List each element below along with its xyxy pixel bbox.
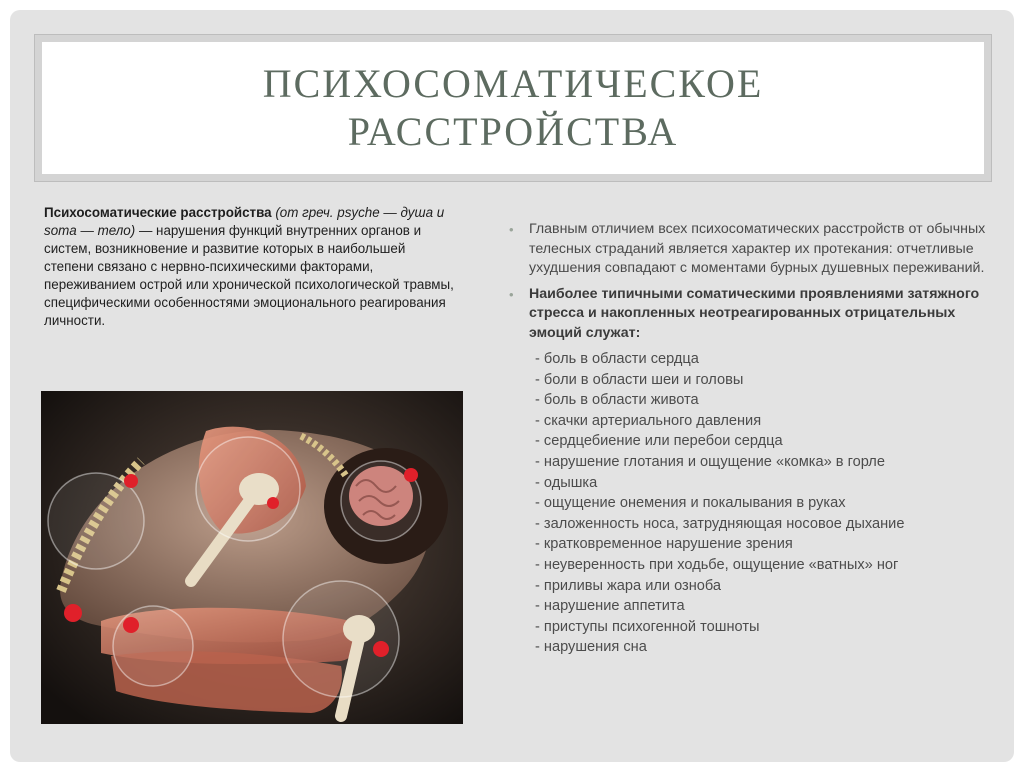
pain-marker bbox=[404, 468, 418, 482]
symptom-item: - нарушение аппетита bbox=[535, 598, 685, 615]
right-column bbox=[505, 220, 1005, 658]
definition-etymology: (от греч. psyche — душа и soma — тело) bbox=[44, 205, 445, 238]
symptom-item: - ощущение онемения и покалывания в руках bbox=[535, 495, 846, 512]
bullet-dot: • bbox=[509, 222, 514, 237]
bullet-text: Наиболее типичными соматическими проявлениями затяжного стресса и накопленных неотреагированных отрицательных эмоций служат: bbox=[529, 285, 980, 341]
symptom-item: - неуверенность при ходьбе, ощущение «ватных» ног bbox=[535, 556, 899, 573]
definition-term: Психосоматические расстройства bbox=[44, 205, 272, 220]
symptom-item: - нарушения сна bbox=[535, 639, 647, 656]
pain-marker bbox=[267, 497, 279, 509]
symptom-item: - боль в области живота bbox=[535, 392, 699, 409]
highlight-circle-leg bbox=[113, 606, 193, 686]
symptom-item: - кратковременное нарушение зрения bbox=[535, 536, 793, 553]
pain-marker bbox=[373, 641, 389, 657]
illustration-svg bbox=[41, 391, 463, 724]
symptom-item: - одышка bbox=[535, 474, 598, 491]
bullet-text: Главным отличием всех психосоматических расстройств от обычных телесных страданий является характер их протекания: отчетливые ухудшения совпадают с моментами бурных душевных переживаний. bbox=[529, 221, 986, 276]
symptom-item: - сердцебиение или перебои сердца bbox=[535, 433, 783, 450]
bullet-dot: • bbox=[509, 286, 514, 302]
symptom-list bbox=[529, 349, 1005, 658]
title-line-1: ПСИХОСОМАТИЧЕСКОЕ bbox=[262, 61, 764, 106]
symptom-item: - скачки артериального давления bbox=[535, 412, 762, 429]
definition-paragraph bbox=[44, 204, 454, 330]
symptom-item: - боли в области шеи и головы bbox=[535, 371, 744, 388]
title-box bbox=[42, 42, 984, 174]
symptom-item: - приливы жара или озноба bbox=[535, 577, 722, 594]
title-line-2: РАССТРОЙСТВА bbox=[347, 109, 679, 154]
highlight-circle-knee bbox=[283, 581, 399, 697]
title-frame bbox=[34, 34, 992, 182]
symptom-item: - приступы психогенной тошноты bbox=[535, 618, 760, 635]
pain-marker bbox=[64, 604, 82, 622]
slide bbox=[10, 10, 1014, 762]
highlight-circle-shoulder bbox=[196, 437, 300, 541]
bullet-item-typical-manifestations bbox=[505, 285, 1005, 344]
symptom-item: - боль в области сердца bbox=[535, 351, 699, 367]
psychosomatic-illustration bbox=[41, 391, 463, 724]
bullet-item-main-difference bbox=[505, 220, 1005, 279]
definition-text: — нарушения функций внутренних органов и систем, возникновение и развитие которых в наибольшей степени связано с нервно-психическими факторами, переживанием острой или хронической психологической травмы, специфическими особенностями эмоционального реагирования личности. bbox=[44, 223, 454, 328]
pain-marker bbox=[123, 617, 139, 633]
symptom-item: - заложенность носа, затрудняющая носовое дыхание bbox=[535, 515, 905, 532]
symptom-item: - нарушение глотания и ощущение «комка» в горле bbox=[535, 453, 885, 470]
pain-marker bbox=[124, 474, 138, 488]
